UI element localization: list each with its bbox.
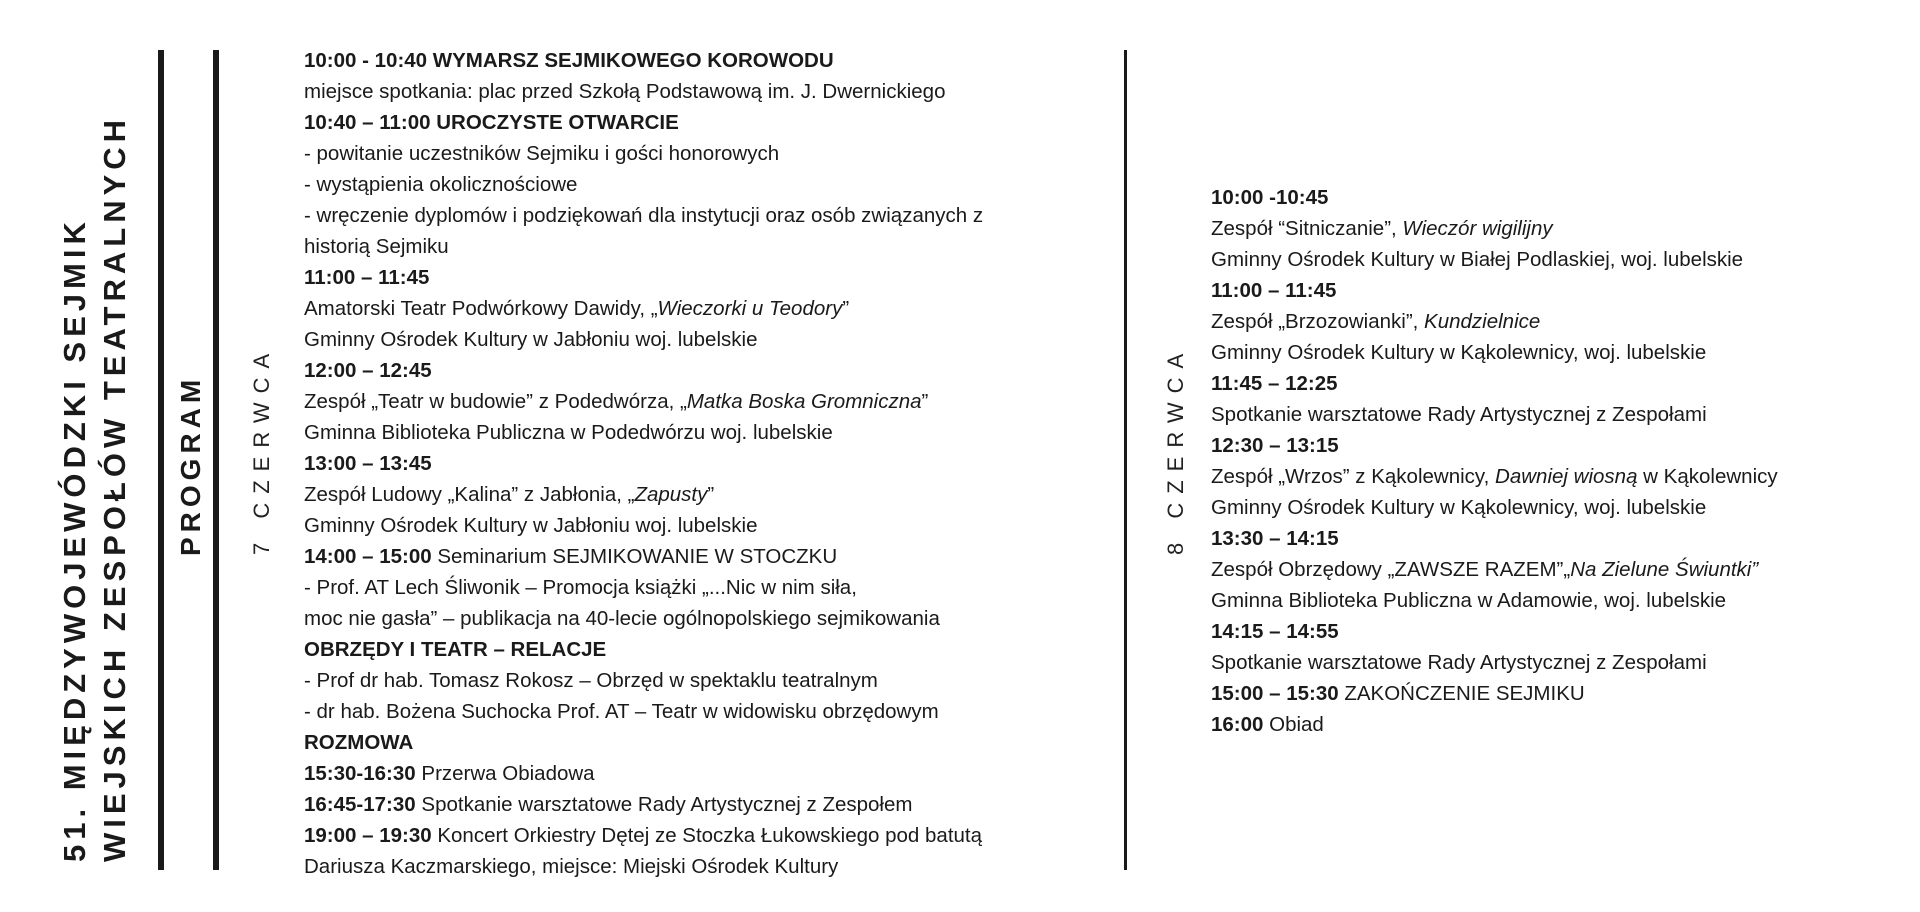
schedule-time: 14:00 – 15:00: [304, 545, 432, 568]
schedule-title: Kundzielnice: [1424, 310, 1541, 333]
schedule-text: - dr hab. Bożena Suchocka Prof. AT – Teatr w widowisku obrzędowym: [304, 700, 939, 723]
schedule-line: [1211, 368, 1778, 399]
schedule-text: miejsce spotkania: plac przed Szkołą Podstawową im. J. Dwernickiego: [304, 80, 946, 103]
schedule-text: Zespół Obrzędowy „ZAWSZE RAZEM”„: [1211, 558, 1571, 581]
schedule-text: Zespół Ludowy „Kalina” z Jabłonia, „: [304, 483, 635, 506]
schedule-line: [304, 448, 983, 479]
schedule-text: - wręczenie dyplomów i podziękowań dla instytucji oraz osób związanych z: [304, 204, 984, 227]
schedule-text: - Prof. AT Lech Śliwonik – Promocja książki „...Nic w nim siła,: [304, 576, 857, 599]
schedule-line: [304, 603, 983, 634]
schedule-time: 10:40 – 11:00 UROCZYSTE OTWARCIE: [304, 111, 679, 134]
schedule-time: 19:00 – 19:30: [304, 824, 432, 847]
schedule-line: [304, 665, 983, 696]
schedule-line: [1211, 554, 1778, 585]
schedule-time: 15:00 – 15:30: [1211, 682, 1339, 705]
schedule-text: Gminny Ośrodek Kultury w Jabłoniu woj. lubelskie: [304, 514, 758, 537]
schedule-text: Zespół “Sitniczanie”,: [1211, 217, 1403, 240]
day-2-schedule: [1211, 182, 1778, 740]
schedule-text: Spotkanie warsztatowe Rady Artystycznej z Zespołami: [1211, 403, 1707, 426]
schedule-line: [1211, 337, 1778, 368]
schedule-title: Na Zielune Świuntki”: [1570, 558, 1759, 581]
schedule-time: 16:00: [1211, 713, 1264, 736]
program-label: PROGRAM: [175, 374, 206, 556]
schedule-text: - wystąpienia okolicznościowe: [304, 173, 578, 196]
schedule-line: [304, 76, 983, 107]
divider-bar-2: [213, 50, 219, 870]
schedule-text: Gminny Ośrodek Kultury w Kąkolewnicy, woj. lubelskie: [1211, 341, 1707, 364]
schedule-text: Spotkanie warsztatowe Rady Artystycznej z Zespołem: [415, 793, 913, 816]
schedule-text: Gminny Ośrodek Kultury w Białej Podlaskiej, woj. lubelskie: [1211, 248, 1744, 271]
divider-bar-1: [158, 50, 164, 870]
schedule-time: 15:30-16:30: [304, 762, 416, 785]
schedule-text: Obiad: [1263, 713, 1324, 736]
schedule-text: Przerwa Obiadowa: [415, 762, 595, 785]
schedule-title: Wieczorki u Teodory: [657, 297, 843, 320]
schedule-text: Spotkanie warsztatowe Rady Artystycznej z Zespołami: [1211, 651, 1707, 674]
schedule-text: Seminarium SEJMIKOWANIE W STOCZKU: [431, 545, 838, 568]
schedule-text-after: w Kąkolewnicy: [1637, 465, 1778, 488]
schedule-time: ROZMOWA: [304, 731, 414, 754]
schedule-line: [304, 634, 983, 665]
schedule-text: Zespół „Wrzos” z Kąkolewnicy,: [1211, 465, 1496, 488]
day-2-label: 8 CZERWCA: [1163, 344, 1188, 555]
schedule-line: [304, 851, 983, 882]
schedule-text: historią Sejmiku: [304, 235, 449, 258]
schedule-line: [1211, 678, 1778, 709]
schedule-line: [304, 417, 983, 448]
schedule-line: [304, 200, 983, 231]
schedule-time: 14:15 – 14:55: [1211, 620, 1339, 643]
schedule-text: - Prof dr hab. Tomasz Rokosz – Obrzęd w spektaklu teatralnym: [304, 669, 878, 692]
schedule-time: 12:30 – 13:15: [1211, 434, 1339, 457]
schedule-title: Wieczór wigilijny: [1402, 217, 1553, 240]
schedule-text: Amatorski Teatr Podwórkowy Dawidy, „: [304, 297, 658, 320]
schedule-text: Gminny Ośrodek Kultury w Jabłoniu woj. lubelskie: [304, 328, 758, 351]
schedule-line: [304, 727, 983, 758]
schedule-text: Gminna Biblioteka Publiczna w Podedwórzu woj. lubelskie: [304, 421, 833, 444]
schedule-title: Dawniej wiosną: [1495, 465, 1638, 488]
schedule-title: Matka Boska Gromniczna: [686, 390, 922, 413]
schedule-text: Koncert Orkiestry Dętej ze Stoczka Łukowskiego pod batutą: [431, 824, 983, 847]
schedule-text: ZAKOŃCZENIE SEJMIKU: [1338, 682, 1585, 705]
schedule-line: [304, 789, 983, 820]
schedule-text: Zespół „Brzozowianki”,: [1211, 310, 1425, 333]
schedule-line: [304, 169, 983, 200]
schedule-time: 13:30 – 14:15: [1211, 527, 1339, 550]
schedule-time: OBRZĘDY I TEATR – RELACJE: [304, 638, 607, 661]
schedule-line: [1211, 616, 1778, 647]
schedule-line: [1211, 275, 1778, 306]
schedule-line: [304, 541, 983, 572]
schedule-title: Zapusty: [634, 483, 708, 506]
schedule-line: [1211, 461, 1778, 492]
schedule-time: 16:45-17:30: [304, 793, 416, 816]
schedule-line: [304, 510, 983, 541]
schedule-text-after: ”: [707, 483, 715, 506]
schedule-line: [304, 293, 983, 324]
schedule-line: [1211, 399, 1778, 430]
schedule-line: [1211, 306, 1778, 337]
schedule-text: Dariusza Kaczmarskiego, miejsce: Miejski Ośrodek Kultury: [304, 855, 839, 878]
day-1-label: 7 CZERWCA: [249, 344, 274, 555]
schedule-line: [1211, 213, 1778, 244]
schedule-line: [1211, 492, 1778, 523]
schedule-line: [304, 355, 983, 386]
schedule-text-after: ”: [921, 390, 929, 413]
schedule-time: 13:00 – 13:45: [304, 452, 432, 475]
divider-bar-3: [1124, 50, 1127, 870]
event-title: [55, 52, 135, 862]
schedule-line: [304, 479, 983, 510]
schedule-text: Zespół „Teatr w budowie” z Podedwórza, „: [304, 390, 687, 413]
schedule-text: Gminna Biblioteka Publiczna w Adamowie, woj. lubelskie: [1211, 589, 1727, 612]
schedule-line: [304, 262, 983, 293]
schedule-line: [304, 231, 983, 262]
schedule-text: - powitanie uczestników Sejmiku i gości honorowych: [304, 142, 780, 165]
schedule-line: [304, 758, 983, 789]
schedule-line: [304, 386, 983, 417]
schedule-line: [304, 45, 983, 76]
schedule-line: [304, 138, 983, 169]
schedule-line: [1211, 647, 1778, 678]
schedule-text: Gminny Ośrodek Kultury w Kąkolewnicy, woj. lubelskie: [1211, 496, 1707, 519]
schedule-line: [1211, 244, 1778, 275]
schedule-line: [304, 107, 983, 138]
schedule-line: [1211, 523, 1778, 554]
schedule-line: [1211, 585, 1778, 616]
schedule-time: 10:00 - 10:40 WYMARSZ SEJMIKOWEGO KOROWODU: [304, 49, 834, 72]
event-title-line-1: 51. MIĘDZYWOJEWÓDZKI SEJMIK: [57, 217, 92, 862]
schedule-time: 11:45 – 12:25: [1211, 372, 1338, 395]
schedule-line: [304, 820, 983, 851]
schedule-time: 12:00 – 12:45: [304, 359, 432, 382]
schedule-line: [1211, 182, 1778, 213]
schedule-time: 11:00 – 11:45: [1211, 279, 1337, 302]
schedule-line: [1211, 709, 1778, 740]
schedule-line: [304, 696, 983, 727]
event-title-line-2: WIEJSKICH ZESPOŁÓW TEATRALNYCH: [97, 114, 132, 862]
schedule-time: 10:00 -10:45: [1211, 186, 1329, 209]
schedule-text: moc nie gasła” – publikacja na 40-lecie ogólnopolskiego sejmikowania: [304, 607, 940, 630]
schedule-time: 11:00 – 11:45: [304, 266, 430, 289]
schedule-line: [304, 324, 983, 355]
schedule-line: [304, 572, 983, 603]
schedule-text-after: ”: [842, 297, 850, 320]
schedule-line: [1211, 430, 1778, 461]
day-1-schedule: [304, 45, 983, 882]
